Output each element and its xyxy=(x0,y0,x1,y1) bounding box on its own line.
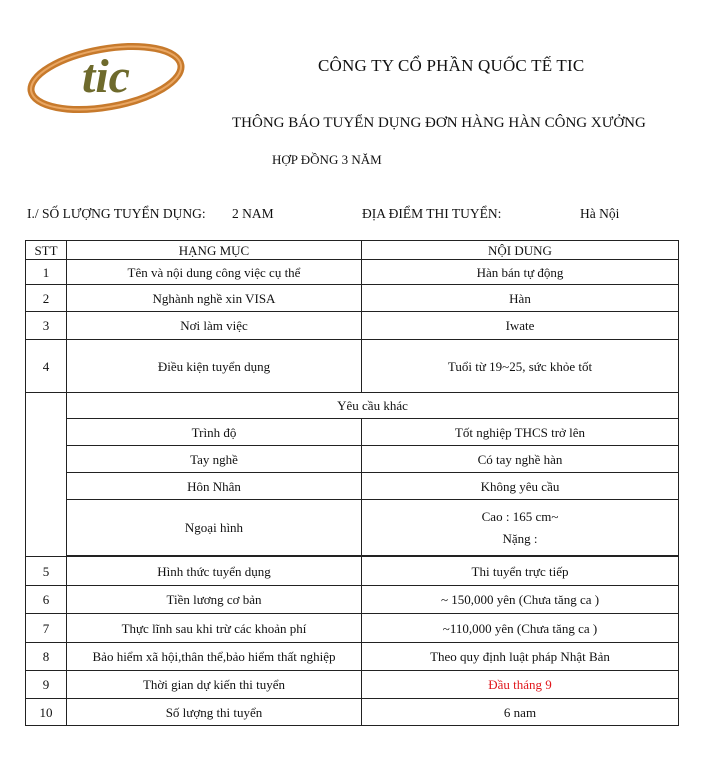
row-content: Theo quy định luật pháp Nhật Bản xyxy=(362,643,679,671)
row-content: Hàn bán tự động xyxy=(362,260,679,285)
table-row xyxy=(26,419,679,446)
row-stt: 9 xyxy=(26,671,67,699)
row-item: Thời gian dự kiến thi tuyển xyxy=(67,671,362,699)
table-row xyxy=(26,557,679,586)
notice-title: THÔNG BÁO TUYỂN DỤNG ĐƠN HÀNG HÀN CÔNG XƯỞNG xyxy=(232,115,646,131)
company-name: CÔNG TY CỔ PHẦN QUỐC TẾ TIC xyxy=(318,56,585,75)
row-item: Số lượng thi tuyển xyxy=(67,699,362,726)
row-item: Tay nghề xyxy=(67,446,362,473)
row-stt: 7 xyxy=(26,614,67,643)
company-logo xyxy=(26,40,186,116)
row-stt: 4 xyxy=(26,340,67,393)
row-content: ~110,000 yên (Chưa tăng ca ) xyxy=(362,614,679,643)
row-item: Điều kiện tuyển dụng xyxy=(67,340,362,393)
row-content-highlight: Đầu tháng 9 xyxy=(362,671,679,699)
header-item: HẠNG MỤC xyxy=(67,241,362,260)
appearance-height: Cao : 165 cm~ xyxy=(481,508,559,524)
appearance-row xyxy=(26,500,679,556)
row-content: Tốt nghiệp THCS trở lên xyxy=(362,419,679,446)
logo-text: tic xyxy=(82,50,130,103)
row-content: Không yêu cầu xyxy=(362,473,679,500)
row-content xyxy=(362,500,679,556)
table-row xyxy=(26,312,679,340)
row-item: Bảo hiểm xã hội,thân thể,bảo hiểm thất nghiệp xyxy=(67,643,362,671)
table-row xyxy=(26,586,679,614)
appearance-weight: Nặng : xyxy=(502,530,538,546)
row-content: ~ 150,000 yên (Chưa tăng ca ) xyxy=(362,586,679,614)
row-stt: 1 xyxy=(26,260,67,285)
row-item: Hình thức tuyển dụng xyxy=(67,557,362,586)
table-row xyxy=(26,260,679,285)
row-stt: 8 xyxy=(26,643,67,671)
row-item: Nghành nghề xin VISA xyxy=(67,285,362,312)
other-requirements-title: Yêu cầu khác xyxy=(67,393,679,419)
row-stt: 5 xyxy=(26,557,67,586)
table-row xyxy=(26,473,679,500)
recruitment-table xyxy=(25,240,679,726)
table-row xyxy=(26,446,679,473)
row-item: Thực lĩnh sau khi trừ các khoản phí xyxy=(67,614,362,643)
row-item: Tên và nội dung công việc cụ thể xyxy=(67,260,362,285)
row-content: Có tay nghề hàn xyxy=(362,446,679,473)
row-item: Nơi làm việc xyxy=(67,312,362,340)
row-content: Iwate xyxy=(362,312,679,340)
location-value: Hà Nội xyxy=(580,206,620,221)
other-requirements-title-row xyxy=(26,393,679,419)
row-content: Thi tuyển trực tiếp xyxy=(362,557,679,586)
quantity-label: I./ SỐ LƯỢNG TUYỂN DỤNG: xyxy=(27,206,206,221)
row-stt: 10 xyxy=(26,699,67,726)
row-stt: 6 xyxy=(26,586,67,614)
table-row xyxy=(26,643,679,671)
row-stt: 3 xyxy=(26,312,67,340)
header-stt: STT xyxy=(26,241,67,260)
table-row xyxy=(26,285,679,312)
row-stt: 2 xyxy=(26,285,67,312)
row-stt-empty xyxy=(26,393,67,557)
row-item: Tiền lương cơ bản xyxy=(67,586,362,614)
row-item: Trình độ xyxy=(67,419,362,446)
row-item: Ngoại hình xyxy=(67,500,362,556)
table-header-row xyxy=(26,241,679,260)
row-item: Hôn Nhân xyxy=(67,473,362,500)
table-row xyxy=(26,340,679,393)
row-content: Hàn xyxy=(362,285,679,312)
row-content: Tuổi từ 19~25, sức khỏe tốt xyxy=(362,340,679,393)
table-row xyxy=(26,671,679,699)
header-content: NỘI DUNG xyxy=(362,241,679,260)
row-content: 6 nam xyxy=(362,699,679,726)
quantity-value: 2 NAM xyxy=(232,206,274,221)
table-row xyxy=(26,699,679,726)
table-row xyxy=(26,614,679,643)
contract-term: HỢP ĐỒNG 3 NĂM xyxy=(272,152,382,167)
location-label: ĐỊA ĐIỂM THI TUYỂN: xyxy=(362,206,502,221)
